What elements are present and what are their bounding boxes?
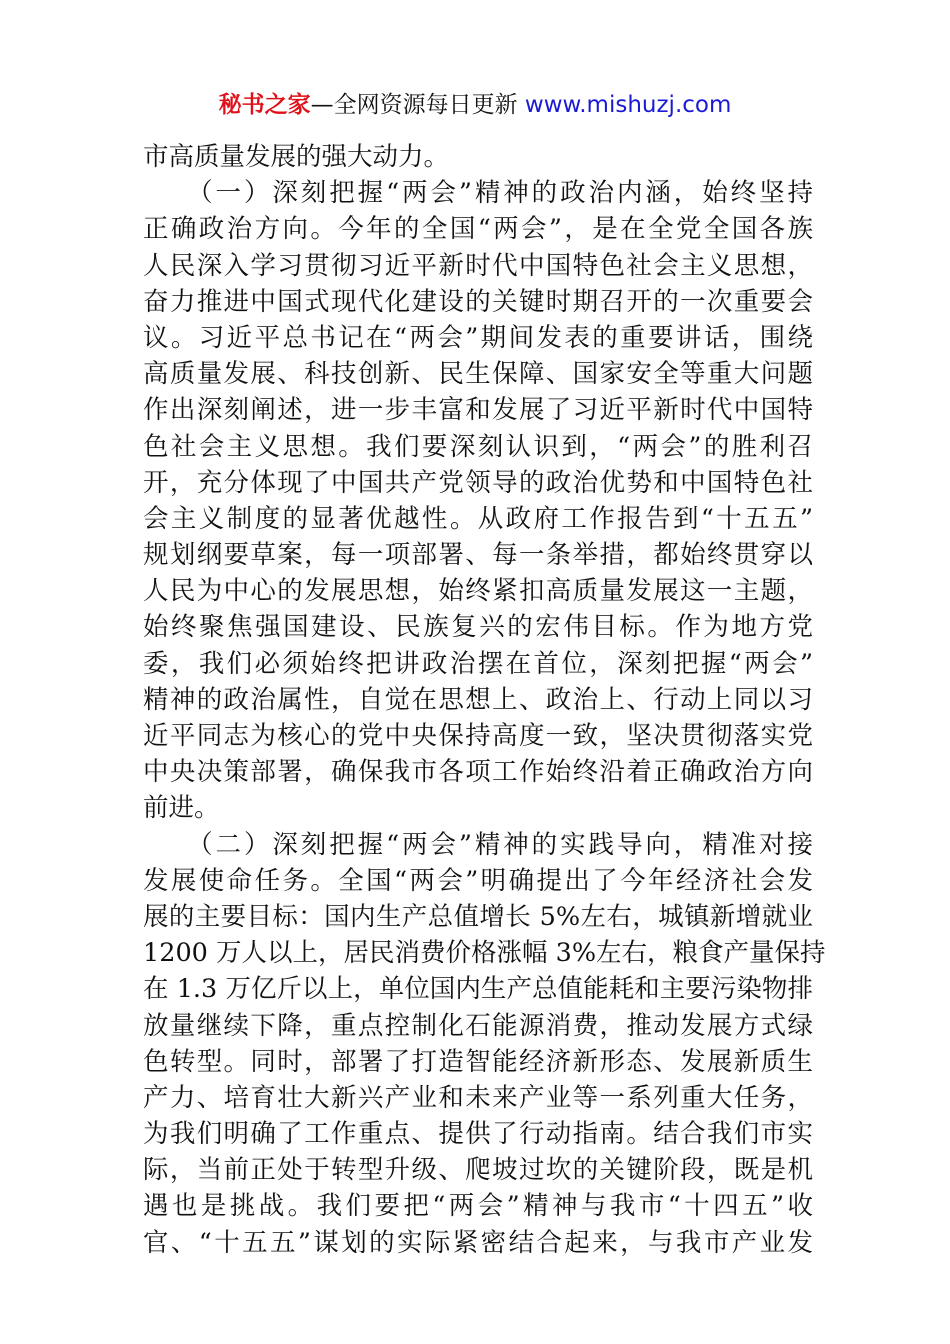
text-line: 会主义制度的显著优越性。从政府工作报告到“十五五”	[143, 503, 813, 534]
text-line: 议。习近平总书记在“两会”期间发表的重要讲话，围绕	[143, 322, 813, 353]
text-line: 色社会主义思想。我们要深刻认识到，“两会”的胜利召	[143, 431, 813, 462]
text-line: 际，当前正处于转型升级、爬坡过坎的关键阶段，既是机	[143, 1155, 813, 1186]
text-line: 放量继续下降，重点控制化石能源消费，推动发展方式绿	[143, 1010, 813, 1041]
text-line: 规划纲要草案，每一项部署、每一条举措，都始终贯穿以	[143, 540, 813, 571]
text-line: （二）深刻把握“两会”精神的实践导向，精准对接	[143, 829, 813, 860]
site-brand: 秘书之家	[218, 92, 311, 118]
text-line: 市高质量发展的强大动力。	[143, 142, 450, 172]
text-line: （一）深刻把握“两会”精神的政治内涵，始终坚持	[143, 178, 813, 209]
page-header	[0, 88, 950, 122]
text-line: 作出深刻阐述，进一步丰富和发展了习近平新时代中国特	[143, 395, 813, 426]
site-url-link[interactable]: www.mishuzj.com	[524, 92, 732, 118]
text-line: 高质量发展、科技创新、民生保障、国家安全等重大问题	[143, 359, 813, 390]
text-line: 展的主要目标：国内生产总值增长 5%左右，城镇新增就业	[143, 901, 813, 932]
text-line: 发展使命任务。全国“两会”明确提出了今年经济社会发	[143, 865, 813, 896]
text-line: 前进。	[143, 793, 220, 824]
text-line: 在 1.3 万亿斤以上，单位国内生产总值能耗和主要污染物排	[143, 974, 813, 1005]
text-line: 人民深入学习贯彻习近平新时代中国特色社会主义思想，	[143, 250, 813, 281]
text-line: 开，充分体现了中国共产党领导的政治优势和中国特色社	[143, 467, 813, 498]
document-body	[143, 139, 826, 1261]
text-line: 为我们明确了工作重点、提供了行动指南。结合我们市实	[143, 1119, 813, 1150]
text-line: 精神的政治属性，自觉在思想上、政治上、行动上同以习	[143, 684, 813, 715]
text-line: 正确政治方向。今年的全国“两会”，是在全党全国各族	[143, 214, 813, 245]
text-line: 奋力推进中国式现代化建设的关键时期召开的一次重要会	[143, 286, 813, 317]
text-line: 中央决策部署，确保我市各项工作始终沿着正确政治方向	[143, 757, 813, 788]
text-line: 产力、培育壮大新兴产业和未来产业等一系列重大任务，	[143, 1082, 813, 1113]
site-tagline: —全网资源每日更新	[310, 92, 525, 118]
text-line: 色转型。同时，部署了打造智能经济新形态、发展新质生	[143, 1046, 813, 1077]
text-line: 官、“十五五”谋划的实际紧密结合起来，与我市产业发	[143, 1227, 813, 1258]
text-line: 委，我们必须始终把讲政治摆在首位，深刻把握“两会”	[143, 648, 813, 679]
text-line: 始终聚焦强国建设、民族复兴的宏伟目标。作为地方党	[143, 612, 813, 643]
text-line: 遇也是挑战。我们要把“两会”精神与我市“十四五”收	[143, 1191, 813, 1222]
text-line: 人民为中心的发展思想，始终紧扣高质量发展这一主题，	[143, 576, 813, 607]
text-line: 1200 万人以上，居民消费价格涨幅 3%左右，粮食产量保持	[143, 938, 826, 969]
text-line: 近平同志为核心的党中央保持高度一致，坚决贯彻落实党	[143, 721, 813, 751]
